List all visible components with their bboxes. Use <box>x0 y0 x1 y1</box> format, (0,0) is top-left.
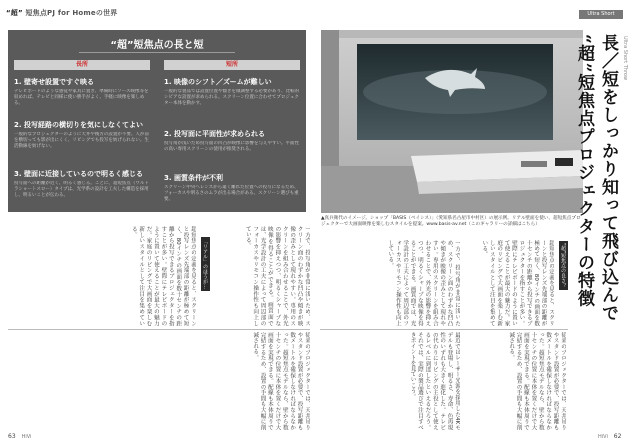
pro-item <box>14 170 150 207</box>
section-label: “超”短焦点の良さ？ <box>560 243 566 289</box>
row-divider <box>320 329 568 330</box>
page-number-right: 62 <box>613 433 622 440</box>
section-tag: Ultra Short Throw <box>579 10 623 19</box>
series-title: 短焦点PJ for Homeの世界 <box>25 9 118 17</box>
pro-item <box>14 78 150 115</box>
main-title-line2: “超”短焦点プロジェクターの特徴 <box>574 34 594 308</box>
pros-list <box>14 78 150 207</box>
photo-caption: ▲真兵衛代のイメージ。ショップ「BASIS（ベイシス）」（愛知県名古屋市中村区）の展示例。リアル壁面を使い、超短焦点プロジェクターで大画面映像を楽しむスタイルを提案。www.basis-av.net（このギャラリーの詳細はこちら） <box>321 216 581 228</box>
con-item-title: 1. 映像のシフト／ズームが難しい <box>164 78 272 86</box>
pro-item-body: テレビボードのような感覚や家具に置き、準備時にソース映像等を収めれば、テレビと同様に使い勝手がよく、手軽に映像を楽しめる。 <box>14 89 149 106</box>
row-divider <box>8 329 310 330</box>
pro-item-body: 投写面への距離が近く、明るく感じる。ことに、超短焦点（ウルトラショートスロー）タイプは、光学系の設計を工夫した構造を採用し、明るいことが伝わる。 <box>14 181 149 198</box>
con-item <box>164 130 300 167</box>
cons-heading: 短所 <box>164 60 300 70</box>
body-column: 超短焦点の定義を見ると、スクリーンと投写レンズ先端部の距離が極めて短く、80インチの画面を数十センチの距離から投写できるプロジェクターを指すことが多い。壁際にテレビボードのように置いて使えることが最大の魅力だ。家庭のリビングで大画面を楽しむ新しいスタイルとして注目を集めている。 <box>481 240 554 326</box>
body-column: 超短焦点の定義を見ると、スクリーンと投写レンズ先端部の距離が極めて短く、80インチの画面を数十センチの距離から投写できるプロジェクターを指すことが多い。壁際にテレビボードのように置いて使えることが最大の魅力だ。家庭のリビングで大画面を楽しむ新しいスタイルとして注目を集めている。 <box>130 226 196 326</box>
con-item-title: 3. 画質条件が不利 <box>164 174 223 182</box>
series-header <box>6 8 117 18</box>
con-item-body: スクリーン中央へレンズから遠く離れた位置への投写になるため、フォーカスや明るさのムラが出る場合がある。スクリーン選びも重要。 <box>164 185 299 202</box>
con-item-title: 2. 投写面に平面性が求められる <box>164 130 265 138</box>
body-column: 最近ではレーザー光源を採用した4Kモデルも登場し、明るさ、寿命、色再現性のいずれも大きく進化した。テレビの代わりにリビングの主役として使えるレベルに到達したといえるだろう。それでは、実際の製品選びで注目すべきポイントを見ていこう。 <box>409 332 460 430</box>
page-number-left: 63 <box>8 433 16 440</box>
cons-list <box>164 78 300 211</box>
pros-heading: 長所 <box>14 60 150 70</box>
body-column: 従来のプロジェクターでは、天井吊りやスタンド設置が必要で、投写距離も数メートルを確保しなければならなかった。超短焦点モデルなら、壁から数十センチの位置に本体を置くだけで大画面を実現できる。配線も本体周りで完結するため、設置の手間も大幅に削減される。 <box>508 332 566 430</box>
page-folio-left <box>8 433 31 440</box>
pro-item-title: 3. 壁面に近接しているので明るく感じる <box>14 170 143 178</box>
main-title-line1: 長／短をしっかり知って飛び込んで <box>598 34 618 322</box>
magazine-name-right: HiVi <box>598 434 608 440</box>
con-item <box>164 78 300 115</box>
pro-item-title: 1. 壁寄せ設置ですぐ映る <box>14 78 94 86</box>
series-mark: “超” <box>6 9 23 17</box>
page-folio-right <box>598 433 621 440</box>
title-rule <box>79 52 235 53</box>
pro-item-body: 一般的なプロジェクターのように天井や後方の設置が不要。人が前を横切っても影が出にくく、リビングでも投写を妨げられない。生活動線を妨げない。 <box>14 132 149 149</box>
pro-item <box>14 121 150 164</box>
body-column: 一方で、投写角が非常に浅いため、スクリーン面のわずかな凹凸や傾きが映像の歪みとして現れやすい。専用のスクリーンを組み合わせることで、外光の影響を抑えつつ、明るくシャープな映像を得ることができる。画質面では、光学設計の工夫によって周辺部のフォーカスやリモコン操作性も向上している。 <box>387 240 460 326</box>
con-item-body: 投写角が浅いため投写面の凹凸が映像に影響を与えやすい。平面性の高い専用スクリーンの使用が推奨される。 <box>164 141 299 152</box>
title-tag: Ultra Short Throw <box>622 36 628 81</box>
room-photo <box>321 30 583 213</box>
body-column: 従来のプロジェクターでは、天井吊りやスタンド設置が必要で、投写距離も数メートルを確保しなければならなかった。超短焦点モデルなら、壁から数十センチの位置に本体を置くだけで大画面を実現できる。配線も本体周りで完結するため、設置の手間も大幅に削減される。 <box>252 332 310 430</box>
pro-item-title: 2. 投写経路の横切りを気にしなくてよい <box>14 121 143 129</box>
section-label: 「リアル」のほうが… <box>202 239 208 289</box>
infobox-title: “超”短焦点の長と短 <box>110 40 204 51</box>
magazine-name-left: HiVi <box>21 434 32 440</box>
con-item <box>164 174 300 211</box>
con-item-body: 一般的な製品では設置位置や傾きを微調整する必要があり、比較的シビアな設置が求められる。スクリーン位置に合わせてプロジェクター本体を動かす。 <box>164 89 299 106</box>
body-column: 一方で、投写角が非常に浅いため、スクリーン面のわずかな凹凸や傾きが映像の歪みとして現れやすい。専用のスクリーンを組み合わせることで、外光の影響を抑えつつ、明るくシャープな映像を得ることができる。画質面では、光学設計の工夫によって周辺部のフォーカスやリモコン操作性も向上している。 <box>244 226 310 326</box>
